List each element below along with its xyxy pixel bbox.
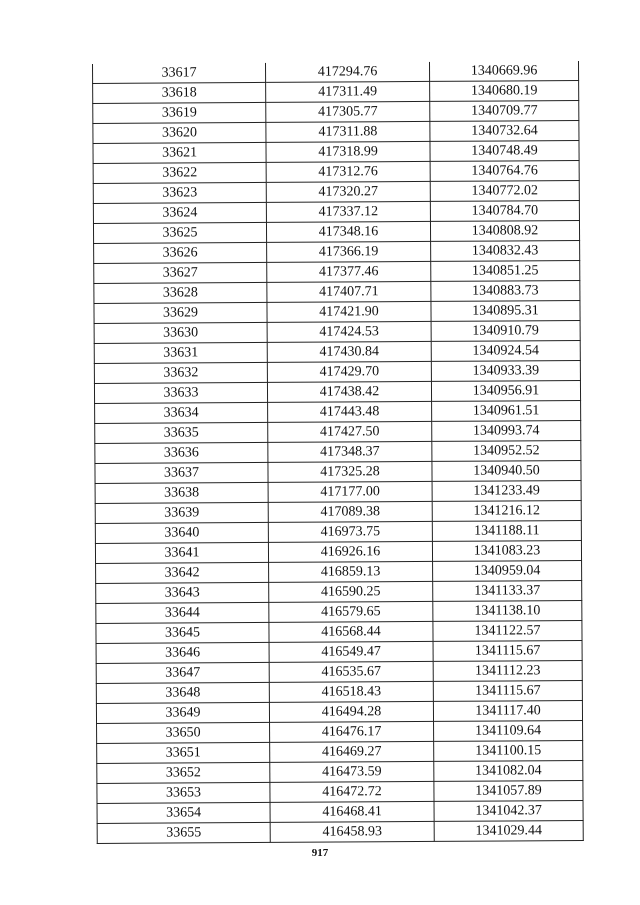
table-row: [94, 321, 580, 344]
y-coordinate-cell: 1341138.10: [433, 601, 582, 622]
y-coordinate-cell: 1341216.12: [432, 501, 581, 522]
point-id-cell: 33631: [94, 342, 267, 363]
table-row: [95, 461, 581, 484]
point-id-cell: 33627: [94, 262, 267, 283]
table-row: [96, 641, 582, 664]
x-coordinate-cell: 417424.53: [267, 321, 431, 342]
point-id-cell: 33636: [95, 442, 268, 463]
table-row: [95, 481, 581, 504]
y-coordinate-cell: 1340959.04: [433, 561, 582, 582]
table-row: [96, 581, 582, 604]
point-id-cell: 33619: [93, 102, 266, 123]
point-id-cell: 33653: [97, 782, 270, 803]
x-coordinate-cell: 417377.46: [267, 261, 431, 282]
table-row: [96, 701, 582, 724]
x-coordinate-cell: 417089.38: [268, 501, 432, 522]
y-coordinate-cell: 1341133.37: [433, 581, 582, 602]
y-coordinate-cell: 1340933.39: [431, 361, 580, 382]
point-id-cell: 33639: [95, 502, 268, 523]
table-row: [97, 761, 583, 784]
point-id-cell: 33637: [95, 462, 268, 483]
point-id-cell: 33648: [96, 682, 269, 703]
coordinates-table-body: [92, 61, 583, 843]
point-id-cell: 33624: [93, 202, 266, 223]
x-coordinate-cell: 416579.65: [269, 601, 433, 622]
point-id-cell: 33623: [93, 182, 266, 203]
x-coordinate-cell: 417430.84: [267, 341, 431, 362]
y-coordinate-cell: 1340851.25: [431, 261, 580, 282]
x-coordinate-cell: 416476.17: [270, 721, 434, 742]
x-coordinate-cell: 417294.76: [265, 62, 429, 83]
x-coordinate-cell: 416926.16: [268, 541, 432, 562]
table-row: [93, 121, 579, 144]
x-coordinate-cell: 417407.71: [267, 281, 431, 302]
point-id-cell: 33643: [96, 582, 269, 603]
point-id-cell: 33634: [95, 402, 268, 423]
table-row: [94, 381, 580, 404]
table-row: [94, 261, 580, 284]
point-id-cell: 33629: [94, 302, 267, 323]
table-row: [97, 821, 583, 844]
y-coordinate-cell: 1341112.23: [433, 661, 582, 682]
table-row: [93, 221, 579, 244]
x-coordinate-cell: 417429.70: [267, 361, 431, 382]
y-coordinate-cell: 1340748.49: [430, 141, 579, 162]
table-row: [97, 781, 583, 804]
table-row: [95, 501, 581, 524]
x-coordinate-cell: 417311.49: [266, 81, 430, 102]
y-coordinate-cell: 1340910.79: [431, 321, 580, 342]
x-coordinate-cell: 416859.13: [269, 561, 433, 582]
table-row: [95, 441, 581, 464]
table-row: [94, 241, 580, 264]
y-coordinate-cell: 1340709.77: [430, 101, 579, 122]
y-coordinate-cell: 1340952.52: [432, 441, 581, 462]
table-row: [95, 401, 581, 424]
point-id-cell: 33652: [97, 762, 270, 783]
table-row: [97, 741, 583, 764]
x-coordinate-cell: 417438.42: [267, 381, 431, 402]
x-coordinate-cell: 417427.50: [268, 421, 432, 442]
x-coordinate-cell: 417443.48: [268, 401, 432, 422]
table-row: [94, 281, 580, 304]
x-coordinate-cell: 416973.75: [268, 521, 432, 542]
y-coordinate-cell: 1340764.76: [430, 161, 579, 182]
point-id-cell: 33618: [93, 82, 266, 103]
point-id-cell: 33641: [95, 542, 268, 563]
point-id-cell: 33655: [97, 822, 270, 843]
y-coordinate-cell: 1340940.50: [432, 461, 581, 482]
x-coordinate-cell: 417318.99: [266, 141, 430, 162]
table-row: [93, 101, 579, 124]
point-id-cell: 33654: [97, 802, 270, 823]
point-id-cell: 33622: [93, 162, 266, 183]
x-coordinate-cell: 417366.19: [267, 241, 431, 262]
point-id-cell: 33644: [96, 602, 269, 623]
table-row: [94, 341, 580, 364]
table-row: [92, 61, 578, 83]
y-coordinate-cell: 1340784.70: [430, 201, 579, 222]
point-id-cell: 33628: [94, 282, 267, 303]
x-coordinate-cell: 416473.59: [270, 761, 434, 782]
point-id-cell: 33617: [92, 63, 265, 84]
x-coordinate-cell: 416568.44: [269, 621, 433, 642]
y-coordinate-cell: 1341042.37: [434, 801, 583, 822]
table-row: [95, 421, 581, 444]
x-coordinate-cell: 417348.37: [268, 441, 432, 462]
y-coordinate-cell: 1341082.04: [434, 761, 583, 782]
y-coordinate-cell: 1340956.91: [431, 381, 580, 402]
table-row: [96, 601, 582, 624]
y-coordinate-cell: 1340895.31: [431, 301, 580, 322]
x-coordinate-cell: 416590.25: [269, 581, 433, 602]
y-coordinate-cell: 1341117.40: [433, 701, 582, 722]
table-row: [94, 361, 580, 384]
x-coordinate-cell: 417312.76: [266, 161, 430, 182]
point-id-cell: 33635: [95, 422, 268, 443]
y-coordinate-cell: 1341057.89: [434, 781, 583, 802]
x-coordinate-cell: 416549.47: [269, 641, 433, 662]
table-row: [93, 81, 579, 104]
document-page: [92, 61, 583, 844]
y-coordinate-cell: 1340680.19: [430, 81, 579, 102]
x-coordinate-cell: 416458.93: [270, 821, 434, 842]
point-id-cell: 33640: [95, 522, 268, 543]
page-number: 917: [311, 847, 329, 859]
table-row: [97, 721, 583, 744]
point-id-cell: 33647: [96, 662, 269, 683]
y-coordinate-cell: 1341100.15: [434, 741, 583, 762]
y-coordinate-cell: 1341029.44: [434, 821, 583, 842]
point-id-cell: 33633: [94, 382, 267, 403]
point-id-cell: 33625: [93, 222, 266, 243]
x-coordinate-cell: 417421.90: [267, 301, 431, 322]
y-coordinate-cell: 1340772.02: [430, 181, 579, 202]
point-id-cell: 33642: [96, 562, 269, 583]
y-coordinate-cell: 1341233.49: [432, 481, 581, 502]
table-row: [97, 801, 583, 824]
y-coordinate-cell: 1341115.67: [433, 641, 582, 662]
point-id-cell: 33630: [94, 322, 267, 343]
point-id-cell: 33650: [97, 722, 270, 743]
y-coordinate-cell: 1340993.74: [432, 421, 581, 442]
x-coordinate-cell: 416494.28: [269, 701, 433, 722]
x-coordinate-cell: 416472.72: [270, 781, 434, 802]
table-row: [94, 301, 580, 324]
x-coordinate-cell: 417320.27: [266, 181, 430, 202]
x-coordinate-cell: 417325.28: [268, 461, 432, 482]
point-id-cell: 33649: [96, 702, 269, 723]
table-row: [95, 521, 581, 544]
y-coordinate-cell: 1341115.67: [433, 681, 582, 702]
x-coordinate-cell: 416469.27: [270, 741, 434, 762]
point-id-cell: 33621: [93, 142, 266, 163]
point-id-cell: 33638: [95, 482, 268, 503]
y-coordinate-cell: 1340808.92: [430, 221, 579, 242]
x-coordinate-cell: 417337.12: [266, 201, 430, 222]
point-id-cell: 33620: [93, 122, 266, 143]
y-coordinate-cell: 1341109.64: [434, 721, 583, 742]
table-row: [96, 561, 582, 584]
y-coordinate-cell: 1340832.43: [431, 241, 580, 262]
y-coordinate-cell: 1340961.51: [432, 401, 581, 422]
point-id-cell: 33632: [94, 362, 267, 383]
table-row: [96, 621, 582, 644]
point-id-cell: 33651: [97, 742, 270, 763]
coordinates-table: [92, 61, 584, 844]
y-coordinate-cell: 1340883.73: [431, 281, 580, 302]
point-id-cell: 33645: [96, 622, 269, 643]
y-coordinate-cell: 1341188.11: [432, 521, 581, 542]
table-row: [93, 141, 579, 164]
y-coordinate-cell: 1340669.96: [429, 61, 578, 81]
x-coordinate-cell: 417348.16: [266, 221, 430, 242]
y-coordinate-cell: 1340732.64: [430, 121, 579, 142]
x-coordinate-cell: 417177.00: [268, 481, 432, 502]
table-row: [96, 681, 582, 704]
x-coordinate-cell: 416468.41: [270, 801, 434, 822]
y-coordinate-cell: 1341083.23: [432, 541, 581, 562]
x-coordinate-cell: 417305.77: [266, 101, 430, 122]
table-row: [93, 201, 579, 224]
point-id-cell: 33646: [96, 642, 269, 663]
table-row: [93, 161, 579, 184]
table-row: [93, 181, 579, 204]
table-row: [95, 541, 581, 564]
table-row: [96, 661, 582, 684]
point-id-cell: 33626: [94, 242, 267, 263]
x-coordinate-cell: 416518.43: [269, 681, 433, 702]
y-coordinate-cell: 1340924.54: [431, 341, 580, 362]
x-coordinate-cell: 417311.88: [266, 121, 430, 142]
x-coordinate-cell: 416535.67: [269, 661, 433, 682]
y-coordinate-cell: 1341122.57: [433, 621, 582, 642]
